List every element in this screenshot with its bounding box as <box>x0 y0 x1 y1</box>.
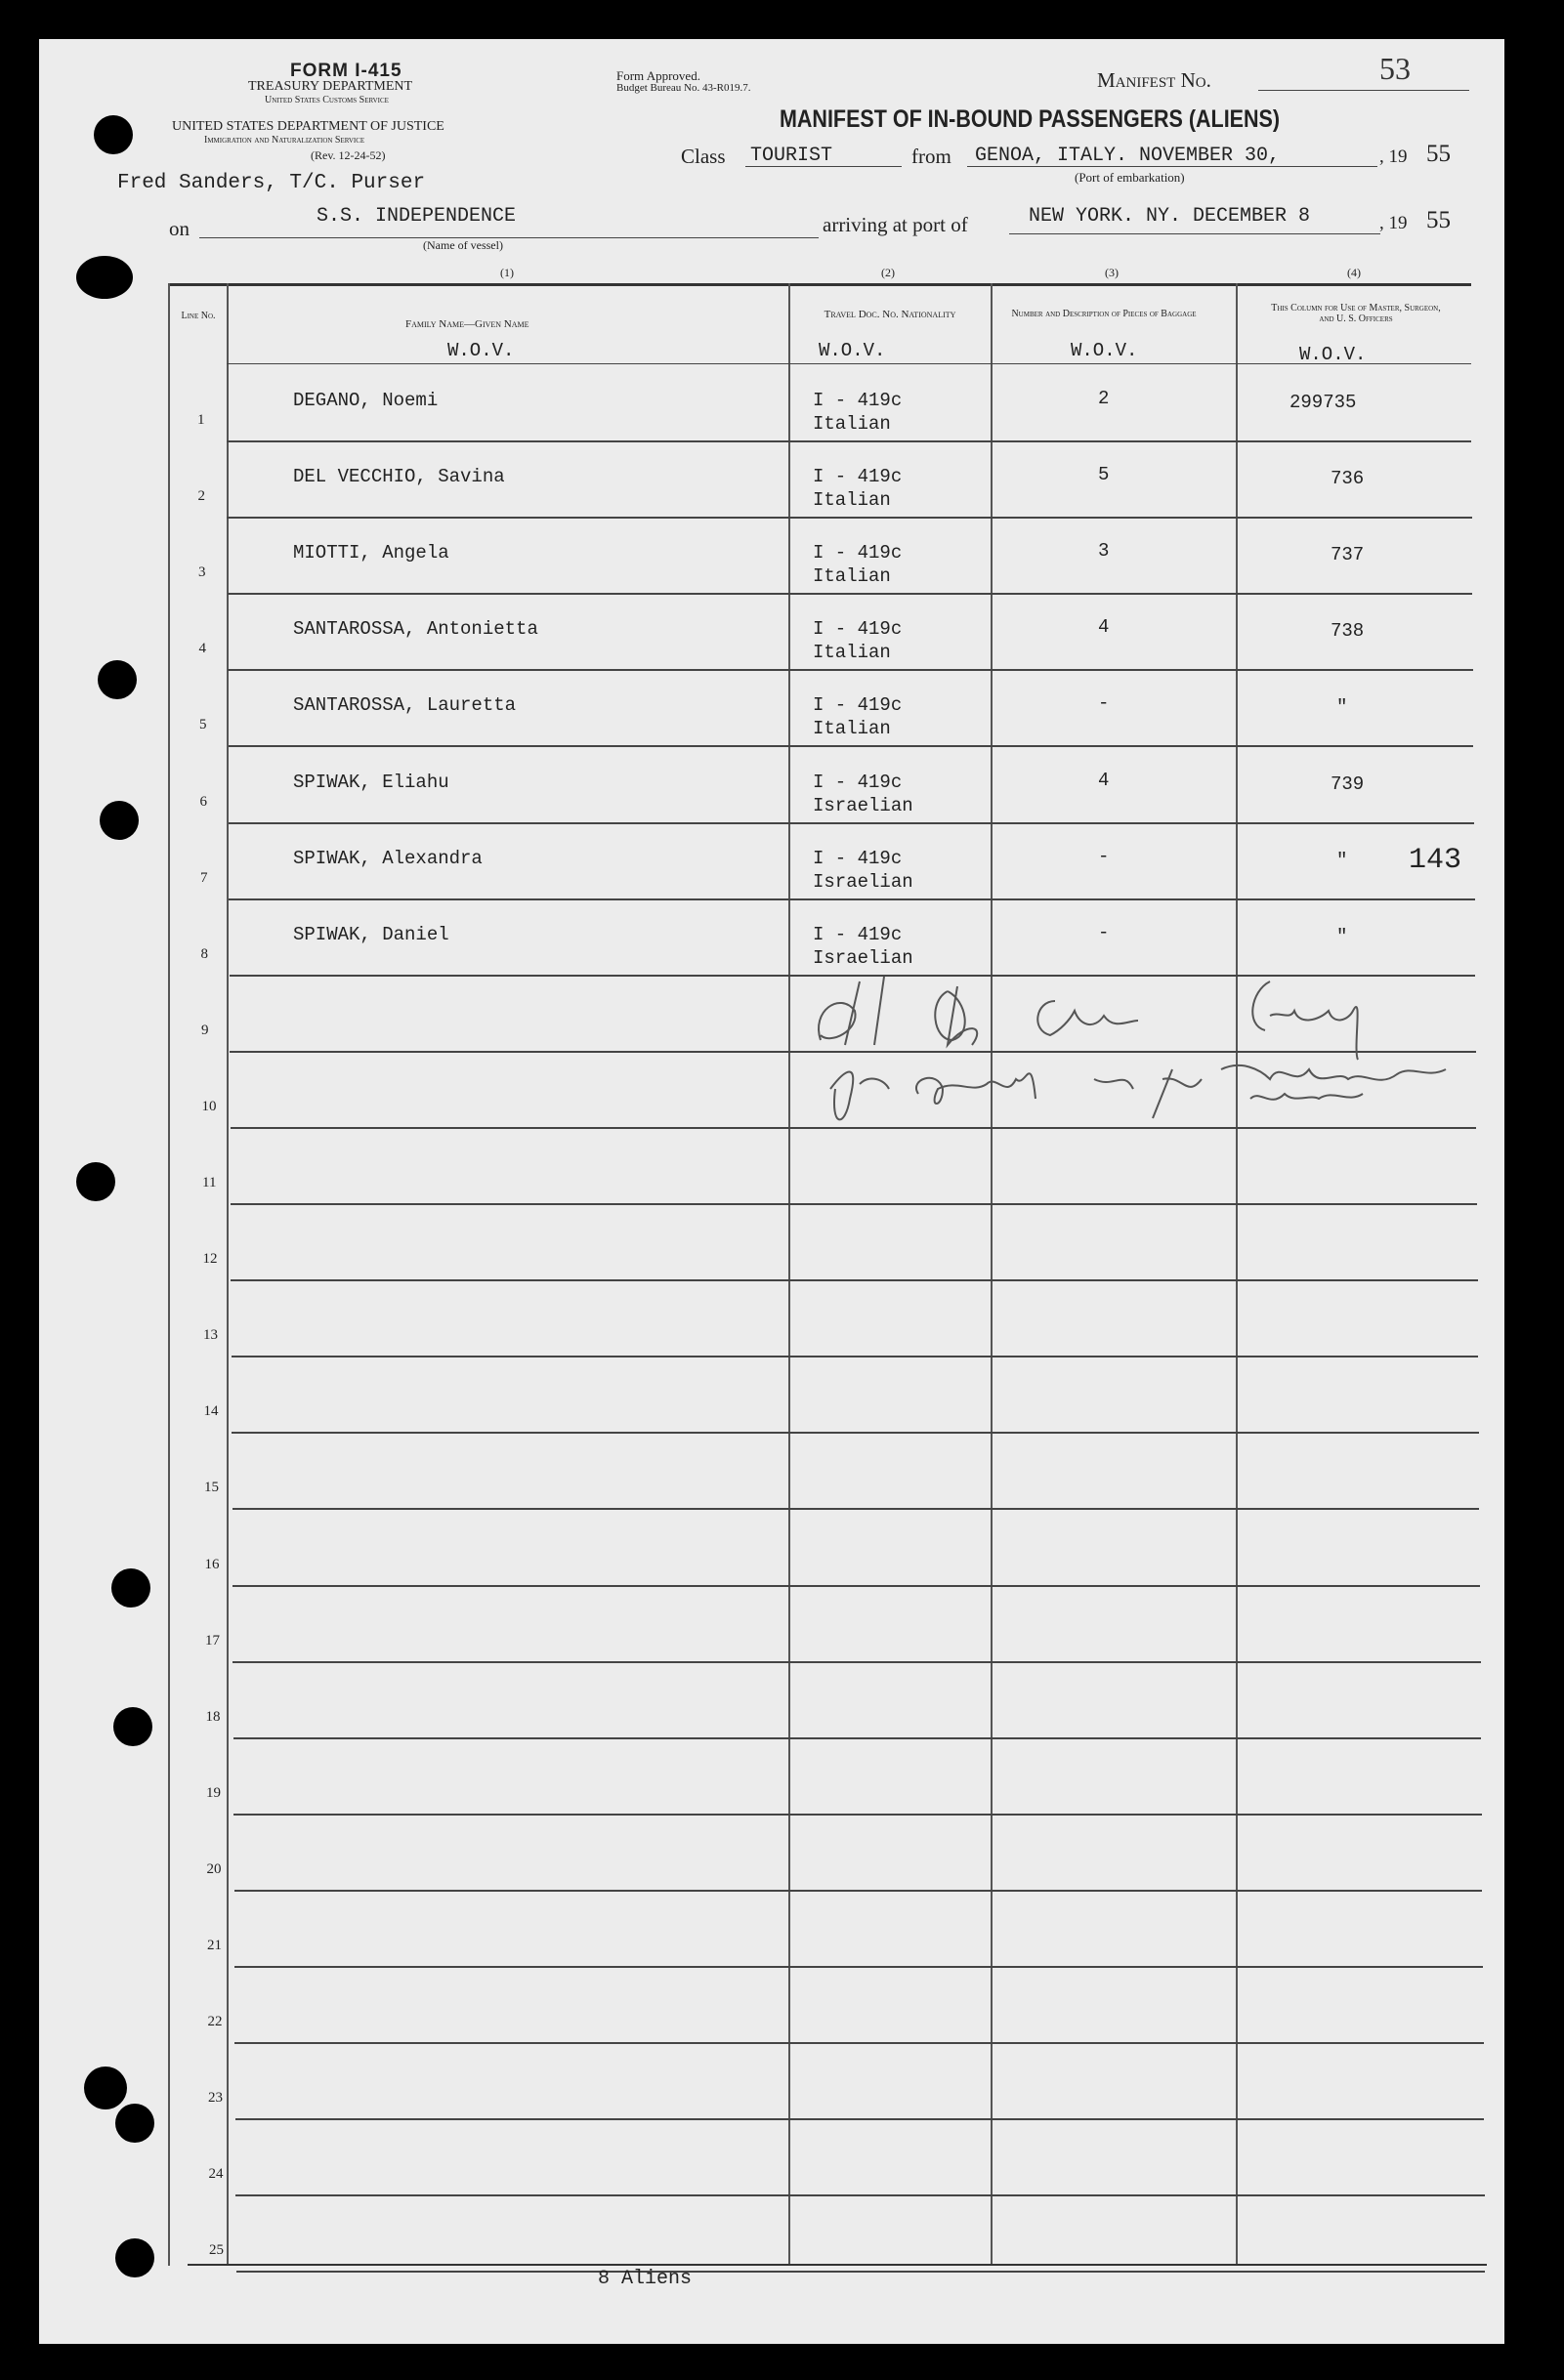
passenger-name: DEL VECCHIO, Savina <box>293 466 505 488</box>
nationality: Italian <box>813 642 891 664</box>
passenger-name: SPIWAK, Daniel <box>293 923 449 945</box>
baggage-count: - <box>1098 692 1110 715</box>
passenger-name: MIOTTI, Angela <box>293 542 449 564</box>
row-rule <box>234 2042 1483 2044</box>
punch-hole <box>111 1568 150 1608</box>
treasury-dept: TREASURY DEPARTMENT <box>248 79 413 94</box>
line-number: 20 <box>206 1860 222 1877</box>
row-rule <box>232 1432 1479 1434</box>
line-number: 15 <box>204 1480 219 1496</box>
line-no-header: Line No. <box>181 311 216 321</box>
punch-hole <box>98 660 137 699</box>
nationality: Italian <box>813 565 891 588</box>
nationality: Italian <box>813 413 891 435</box>
punch-hole <box>113 1707 152 1746</box>
row-rule <box>229 745 1474 747</box>
officer-note: 739 <box>1331 772 1365 795</box>
punch-hole <box>76 1162 115 1201</box>
punch-hole <box>100 801 139 840</box>
passenger-name: SPIWAK, Eliahu <box>293 771 449 793</box>
nationality: Israelian <box>813 794 913 816</box>
line-number: 22 <box>207 2014 223 2030</box>
line-number: 16 <box>204 1556 220 1572</box>
line-number: 8 <box>200 945 208 962</box>
punch-hole <box>115 2238 154 2277</box>
customs-service: United States Customs Service <box>265 95 389 105</box>
line-number: 17 <box>205 1632 220 1649</box>
handwritten-notation <box>801 962 1504 1148</box>
officer-note: " <box>1336 925 1348 947</box>
port-label: (Port of embarkation) <box>1075 170 1185 185</box>
line-number: 13 <box>203 1327 218 1344</box>
baggage-count: 4 <box>1098 769 1110 791</box>
line-number: 4 <box>198 641 206 657</box>
row-rule <box>236 2271 1486 2273</box>
row-rule <box>235 2118 1484 2120</box>
line-number: 25 <box>209 2242 224 2259</box>
line-number: 19 <box>206 1784 221 1801</box>
row-rule <box>231 1279 1477 1281</box>
purser: Fred Sanders, T/C. Purser <box>117 172 426 194</box>
from-year-prefix: , 19 <box>1379 146 1408 167</box>
travel-doc: I - 419c <box>813 390 903 411</box>
row-rule <box>231 1203 1477 1205</box>
travel-doc: I - 419c <box>813 694 903 717</box>
officer-note: 299735 <box>1289 392 1357 413</box>
budget-bureau: Budget Bureau No. 43-R019.7. <box>616 82 751 94</box>
officer-note: 736 <box>1331 468 1365 490</box>
row-rule <box>233 1737 1481 1739</box>
manifest-page <box>39 39 1504 2344</box>
row-rule <box>232 1508 1480 1510</box>
arriving-label: arriving at port of <box>823 213 968 236</box>
doc-header: Travel Doc. No. Nationality <box>824 309 956 320</box>
travel-doc: I - 419c <box>813 466 903 488</box>
on-label: on <box>169 217 190 240</box>
arriving-value: NEW YORK. NY. DECEMBER 8 <box>1029 205 1311 228</box>
line-number: 5 <box>199 717 207 733</box>
officer-note: 737 <box>1331 544 1365 566</box>
manifest-no-label: Manifest No. <box>1097 68 1211 92</box>
officer-note: 738 <box>1331 620 1365 643</box>
class-value: TOURIST <box>750 145 833 167</box>
from-label: from <box>911 145 951 168</box>
line-number: 14 <box>203 1403 219 1420</box>
line-number: 11 <box>202 1175 217 1190</box>
punch-hole <box>76 256 133 299</box>
doc-wov: W.O.V. <box>819 340 886 361</box>
travel-doc: I - 419c <box>813 847 903 869</box>
vessel-name: S.S. INDEPENDENCE <box>317 205 517 228</box>
revision: (Rev. 12-24-52) <box>311 148 386 162</box>
line-number: 2 <box>197 488 205 505</box>
name-header: Family Name—Given Name <box>405 318 529 330</box>
passenger-name: SANTAROSSA, Lauretta <box>293 694 517 717</box>
baggage-wov: W.O.V. <box>1071 340 1138 361</box>
nationality: Israelian <box>813 870 913 893</box>
from-value: GENOA, ITALY. NOVEMBER 30, <box>975 145 1281 167</box>
passenger-name: DEGANO, Noemi <box>293 390 439 411</box>
baggage-count: - <box>1098 921 1110 943</box>
col-2-label: (2) <box>881 266 895 279</box>
passenger-name: SANTAROSSA, Antonietta <box>293 618 538 641</box>
row-rule <box>232 1356 1478 1357</box>
line-number: 24 <box>208 2166 224 2183</box>
passenger-name: SPIWAK, Alexandra <box>293 847 483 869</box>
arr-year-prefix: , 19 <box>1379 213 1408 233</box>
baggage-count: 5 <box>1098 464 1110 486</box>
punch-hole <box>94 115 133 154</box>
page-title: MANIFEST OF IN-BOUND PASSENGERS (ALIENS) <box>780 105 1281 133</box>
form-number: FORM I-415 <box>290 61 402 81</box>
line-number: 6 <box>199 793 207 810</box>
officer-note: " <box>1336 696 1348 719</box>
margin-number: 143 <box>1409 844 1462 877</box>
nationality: Israelian <box>813 946 913 969</box>
name-wov: W.O.V. <box>447 340 515 361</box>
col-4-label: (4) <box>1347 266 1361 279</box>
travel-doc: I - 419c <box>813 542 903 564</box>
col-1-label: (1) <box>500 266 514 279</box>
total-aliens: 8 Aliens <box>598 2268 693 2290</box>
baggage-count: 2 <box>1098 388 1110 409</box>
row-rule <box>229 822 1474 824</box>
row-rule <box>233 1814 1482 1816</box>
officers-header: This Column for Use of Master, Surgeon, and U. S. Officers <box>1271 303 1441 324</box>
baggage-count: 3 <box>1098 540 1110 563</box>
nationality: Italian <box>813 718 891 740</box>
row-rule <box>229 898 1474 900</box>
form-approved: Form Approved. <box>616 68 700 83</box>
baggage-header: Number and Description of Pieces of Baggage <box>1011 309 1197 319</box>
row-rule <box>232 1661 1480 1663</box>
baggage-count: - <box>1098 845 1110 867</box>
line-number: 9 <box>201 1022 209 1038</box>
vessel-label: (Name of vessel) <box>423 238 503 252</box>
ins: Immigration and Naturalization Service <box>204 135 365 146</box>
travel-doc: I - 419c <box>813 771 903 793</box>
row-rule <box>234 1966 1483 1968</box>
class-label: Class <box>681 145 726 168</box>
doj: UNITED STATES DEPARTMENT OF JUSTICE <box>172 119 444 134</box>
travel-doc: I - 419c <box>813 618 903 641</box>
row-rule <box>228 593 1472 595</box>
arr-year: 55 <box>1426 207 1451 233</box>
nationality: Italian <box>813 489 891 512</box>
baggage-count: 4 <box>1098 616 1110 639</box>
punch-hole <box>115 2104 154 2143</box>
line-number: 12 <box>202 1251 218 1268</box>
row-rule <box>235 2194 1485 2196</box>
row-rule <box>227 517 1471 519</box>
line-number: 21 <box>207 1938 222 1953</box>
row-rule <box>227 440 1471 442</box>
travel-doc: I - 419c <box>813 923 903 945</box>
col-3-label: (3) <box>1105 266 1119 279</box>
officers-wov: W.O.V. <box>1299 344 1367 365</box>
line-number: 10 <box>201 1098 217 1114</box>
line-number: 18 <box>205 1708 221 1725</box>
row-rule <box>234 1890 1483 1892</box>
row-rule <box>228 669 1473 671</box>
officer-note: " <box>1336 849 1348 871</box>
punch-hole <box>84 2067 127 2109</box>
line-number: 1 <box>197 412 205 428</box>
manifest-no: 53 <box>1379 51 1411 86</box>
row-rule <box>232 1585 1480 1587</box>
from-year: 55 <box>1426 141 1451 167</box>
line-number: 7 <box>200 869 208 886</box>
line-number: 3 <box>198 564 206 581</box>
line-number: 23 <box>208 2090 223 2107</box>
